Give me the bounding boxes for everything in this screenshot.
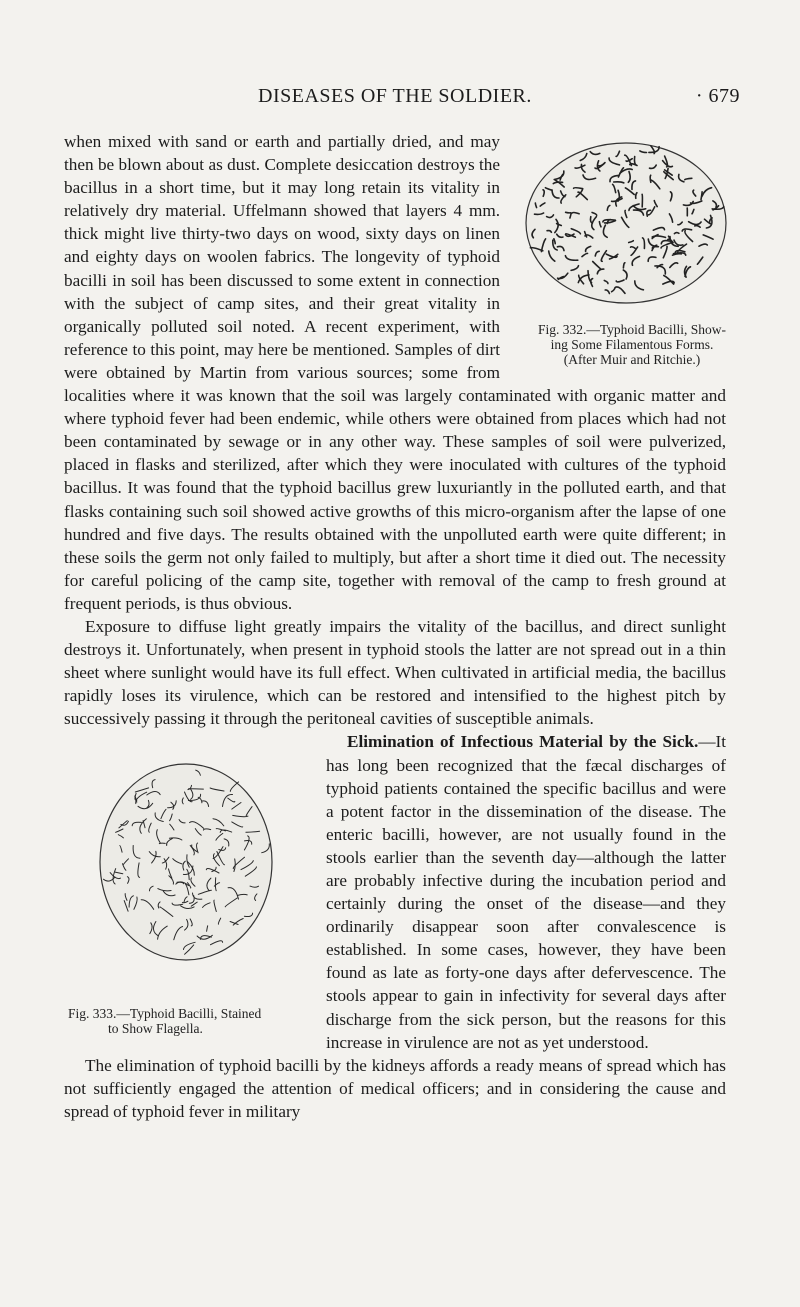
- figure-333: [58, 736, 316, 1040]
- paragraph-3: Elimination of Infectious Material by the Sick.—It has long been recognized that the fæcal discharges of typhoid patients contained the specific bacillus and were a potent factor in the dissemination of the disease. The enteric bacilli, however, are not usually found in the stools earlier than the seventh day—although the latter are probably infective during the incubation period and certainly during the onset of the disease—and they ordinarily disappear soon after convalescence is established. In some cases, however, they have been found as late as forty-one days after defervescence. The stools appear to gain in infectivity for several days after discharge from the sick person, but the reasons for this increase in virulence are not as yet understood.: [326, 732, 726, 1052]
- figure-332: [510, 132, 732, 370]
- running-title: DISEASES OF THE SOLDIER.: [258, 85, 532, 107]
- figure-332-caption: Fig. 332.—Typhoid Bacilli, Show- ing Some Filamentous Forms. (After Muir and Ritchie.): [537, 322, 727, 367]
- paragraph-2: Exposure to diffuse light greatly impairs the vitality of the bacillus, and direct sunlight destroys it. Unfortunately, when present in typhoid stools the latter are not spread out in a thin sheet where sunlight would have its full effect. When cultivated in artificial media, the bacillus rapidly loses its virulence, which can be restored and intensified to the highest pitch by successively passing it through the peritoneal cavities of susceptible animals.: [64, 616, 726, 729]
- section-heading: Elimination of Infectious Material by the Sick.: [347, 732, 699, 752]
- bacillus-stroke: [566, 212, 571, 213]
- body-text: [64, 130, 726, 1123]
- paragraph-4: The elimination of typhoid bacilli by the kidneys affords a ready means of spread which has not sufficiently engaged the attention of medical officers; and in considering the cause and spread of typhoid fever in military: [64, 1055, 726, 1121]
- paragraph-1: when mixed with sand or earth and partially dried, and may then be blown about as dust. Complete desiccation destroys the bacillus in a short time, but it may long retain its vitality in relatively dry material. Uffelmann showed that layers 4 mm. thick might live thirty-two days on wood, sixty days on linen and eighty days on woolen fabrics. The longevity of typhoid bacilli in soil has been discussed to some extent in connection with the subject of camp sites, and their great vitality in organically polluted soil noted. A recent experiment, with reference to this point, may here be mentioned. Samples of dirt were obtained by Martin from various sources; some from localities where it was known that the soil was largely contaminated with organic matter and where typhoid fever had been endemic, while others were obtained from places which had not been contaminated by sewage or in any other way. These samples of soil were pulverized, placed in flasks and sterilized, after which they were inoculated with cultures of the typhoid bacillus. It was found that the typhoid bacillus grew luxuriantly in the polluted earth, and that flasks containing such soil showed active growths of this micro-organism after the lapse of one hundred and five days. The results obtained with the unpolluted earth were quite different; in these soils the germ not only failed to multiply, but after a short time it died out. The necessity for careful policing of the camp site, together with removal of the camp to fresh ground at frequent periods, is thus obvious.: [64, 132, 726, 613]
- bacillus-stroke: [650, 175, 651, 182]
- running-header: [258, 85, 740, 111]
- typhoid-bacilli-filaments-illustration: [522, 138, 730, 308]
- figure-333-caption: Fig. 333.—Typhoid Bacilli, Stained to Show Flagella.: [68, 1006, 262, 1037]
- page-number: · 679: [695, 85, 740, 107]
- typhoid-bacilli-flagella-illustration: [86, 742, 286, 982]
